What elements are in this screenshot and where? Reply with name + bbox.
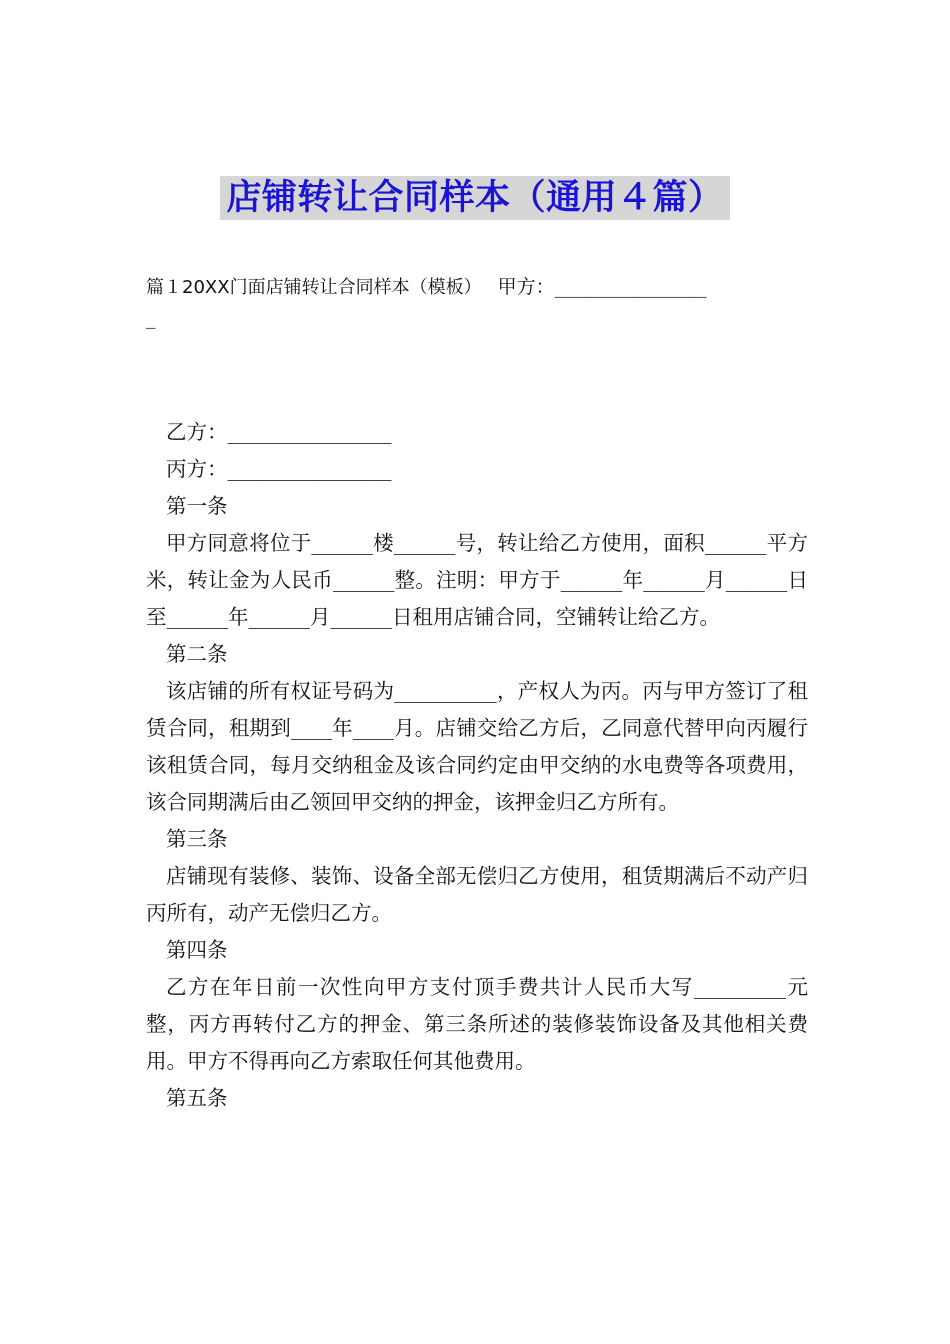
article-3-text: 店铺现有装修、装饰、设备全部无偿归乙方使用，租赁期满后不动产归丙所有，动产无偿归乙方。 (146, 864, 808, 925)
intro-party-a: 甲方：________________ (472, 276, 707, 298)
article-3-heading: 第三条 (166, 827, 228, 851)
article-2-text: 该店铺的所有权证号码为__________，产权人为丙。丙与甲方签订了租赁合同，租期到____年____月。店铺交给乙方后，乙同意代替甲向丙履行该租赁合同，每月交纳租金及该合同约定由甲交纳的水电费等各项费用，该合同期满后由乙领回甲交纳的押金，该押金归乙方所有。 (146, 679, 808, 814)
contract-body (146, 414, 808, 1117)
title-container (0, 176, 950, 220)
article-5-heading: 第五条 (166, 1086, 228, 1110)
article-4-heading: 第四条 (166, 938, 228, 962)
article-2-heading: 第二条 (166, 642, 228, 666)
article-4-text: 乙方在年日前一次性向甲方支付顶手费共计人民币大写_________元整，丙方再转付乙方的押金、第三条所述的装修装饰设备及其他相关费用。甲方不得再向乙方索取任何其他费用。 (146, 975, 808, 1073)
article-1-text: 甲方同意将位于______楼______号，转让给乙方使用，面积______平方米，转让金为人民币______整。注明：甲方于______年______月______日至______年______月______日租用店铺合同，空铺转让给乙方。 (146, 531, 808, 629)
intro-line (146, 272, 811, 333)
intro-wrap: _ (146, 307, 156, 329)
party-c-line: 丙方：________________ (166, 457, 392, 481)
document-title: 店铺转让合同样本（通用４篇） (220, 176, 729, 220)
party-b-line: 乙方：________________ (166, 420, 392, 444)
article-1-heading: 第一条 (166, 494, 228, 518)
intro-prefix: 篇１20XX门面店铺转让合同样本（模板） (146, 277, 473, 298)
